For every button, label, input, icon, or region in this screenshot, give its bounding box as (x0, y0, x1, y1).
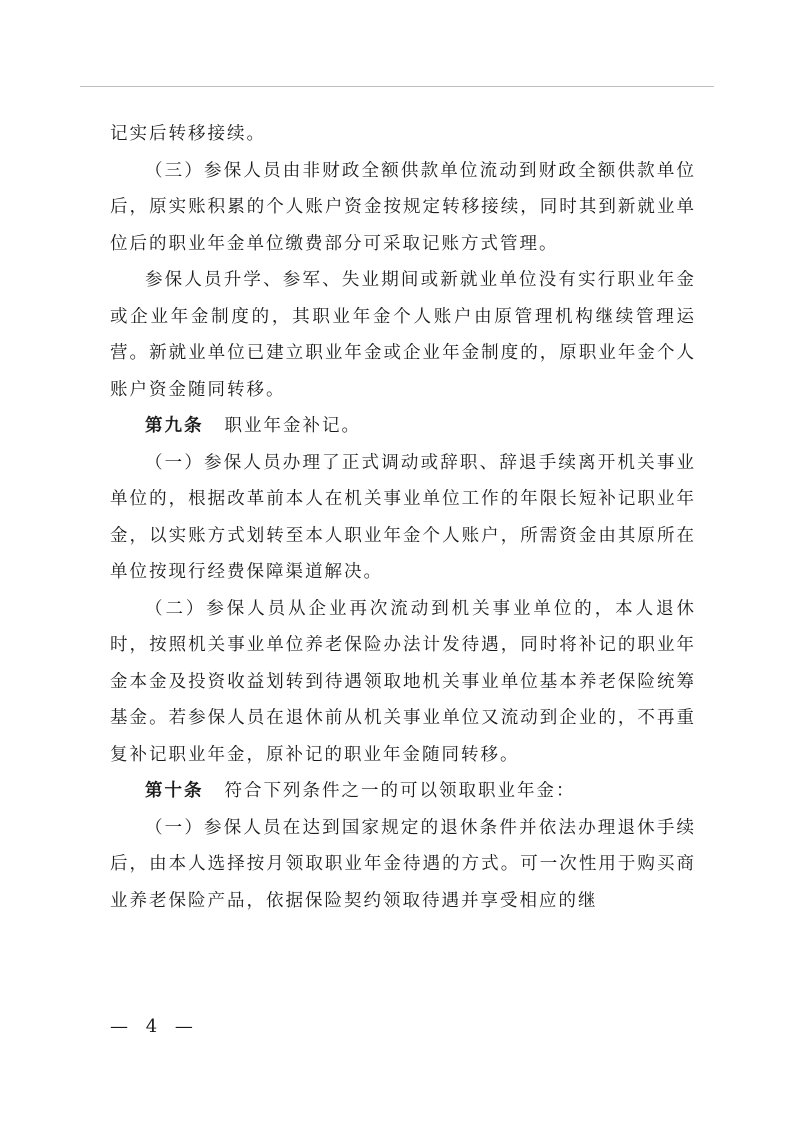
article-9-number: 第九条 (145, 416, 204, 436)
article-9-item-2: （二）参保人员从企业再次流动到机关事业单位的，本人退休时，按照机关事业单位养老保险办法计发待遇，同时将补记的职业年金本金及投资收益划转到待遇领取地机关事业单位基本养老保险统筹基金。若参保人员在退休前从机关事业单位又流动到企业的，不再重复补记职业年金，原补记的职业年金随同转移。 (110, 598, 696, 765)
article-9-item-1: （一）参保人员办理了正式调动或辞职、辞退手续离开机关事业单位的，根据改革前本人在机关事业单位工作的年限长短补记职业年金，以实账方式划转至本人职业年金个人账户，所需资金由其原所在单位按现行经费保障渠道解决。 (110, 452, 696, 582)
document-body (110, 116, 696, 919)
article-10-item-1: （一）参保人员在达到国家规定的退休条件并依法办理退休手续后，由本人选择按月领取职业年金待遇的方式。可一次性用于购买商业养老保险产品，依据保险契约领取待遇并享受相应的继 (110, 817, 696, 911)
paragraph-item-3: （三）参保人员由非财政全额供款单位流动到财政全额供款单位后，原实账积累的个人账户资金按规定转移接续，同时其到新就业单位后的职业年金单位缴费部分可采取记账方式管理。 (110, 160, 696, 254)
article-10-heading-line (110, 773, 696, 810)
article-10-title: 符合下列条件之一的可以领取职业年金： (224, 781, 576, 801)
page-number: — 4 — (110, 1016, 199, 1037)
article-9-title: 职业年金补记。 (224, 416, 361, 436)
paragraph-continuation: 记实后转移接续。 (110, 124, 266, 144)
article-10-number: 第十条 (145, 781, 204, 801)
article-9-heading-line (110, 408, 696, 445)
paragraph-further-study: 参保人员升学、参军、失业期间或新就业单位没有实行职业年金或企业年金制度的，其职业年金个人账户由原管理机构继续管理运营。新就业单位已建立职业年金或企业年金制度的，原职业年金个人账户资金随同转移。 (110, 270, 696, 400)
header-rule (80, 86, 714, 87)
